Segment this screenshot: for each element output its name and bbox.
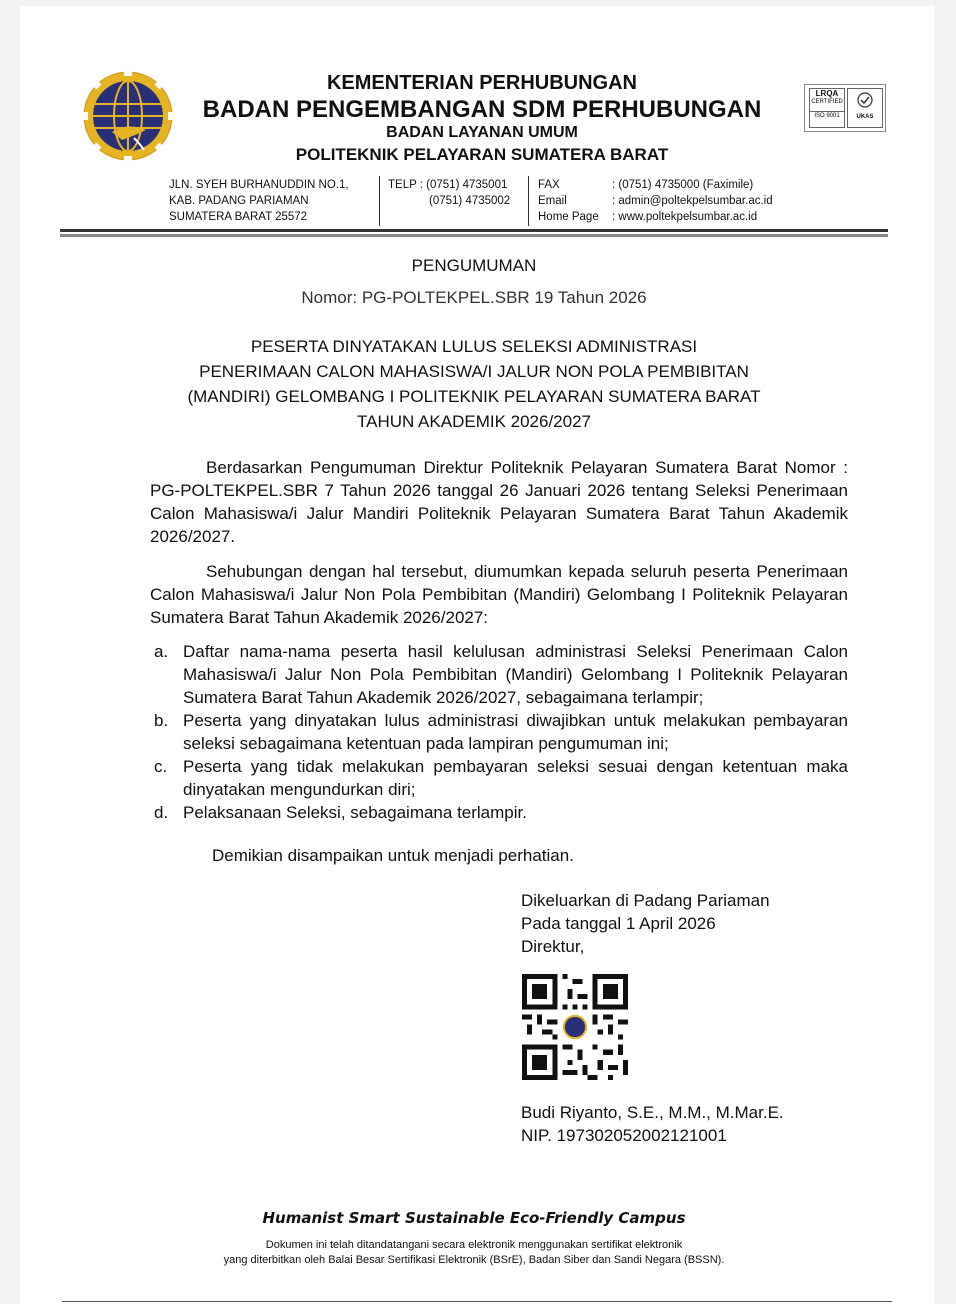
signatory [521, 1101, 784, 1147]
announcement-title: PESERTA DINYATAKAN LULUS SELEKSI ADMINISTRASI PENERIMAAN CALON MAHASISWA/I JALUR NON POLA PEMBIBITAN (MANDIRI) GELOMBANG I POLITEKNIK PELAYARAN SUMATERA BARAT TAHUN AKADEMIK 2026/2027 [187, 337, 761, 431]
esign-note: Dokumen ini telah ditandatangani secara elektronik menggunakan sertifikat elektronik yang diterbitkan oleh Balai Besar Sertifikasi Elektronik (BSrE), Badan Siber dan Sandi Negara (BSSN). [223, 1239, 725, 1266]
unit-name: BADAN LAYANAN UMUM [386, 124, 578, 141]
list-item: d. Pelaksanaan Seleksi, sebagaimana terlampir. [154, 803, 527, 822]
address-block: JLN. SYEH BURHANUDDIN NO.1, KAB. PADANG PARIAMAN SUMATERA BARAT 25572 [169, 179, 349, 223]
contact-block: FAX : (0751) 4735000 (Faximile) Email : admin@poltekpelsumbar.ac.id Home Page : www.poltekpelsumbar.ac.id [538, 179, 773, 223]
list-item: a. Daftar nama-nama peserta hasil kelulusan administrasi Seleksi Penerimaan Calon Mahasiswa/i Jalur Non Pola Pembibitan (Mandiri) Gelombang I Politeknik Pelayaran Sumatera Barat Tahun Akademik 2026/2027, sebagaimana terlampir; [154, 642, 848, 707]
header-rule-secondary [60, 234, 888, 237]
agency-name: BADAN PENGEMBANGAN SDM PERHUBUNGAN [202, 96, 762, 123]
closing-statement: Demikian disampaikan untuk menjadi perhatian. [212, 846, 574, 865]
paragraph-announcement: Sehubungan dengan hal tersebut, diumumkan kepada seluruh peserta Penerimaan Calon Mahasiswa/i Jalur Non Pola Pembibitan (Mandiri) Gelombang I Politeknik Pelayaran Sumatera Barat Tahun Akademik 2026/2027: [150, 562, 848, 627]
crown-check-icon [856, 91, 874, 109]
qr-code-signature [522, 974, 628, 1080]
school-name: POLITEKNIK PELAYARAN SUMATERA BARAT [295, 145, 669, 164]
signatory-name: Budi Riyanto, S.E., M.M., M.Mar.E. [521, 1103, 784, 1122]
paragraph-basis: Berdasarkan Pengumuman Direktur Politeknik Pelayaran Sumatera Barat Nomor : PG-POLTEKPEL.SBR 7 Tahun 2026 tanggal 26 Januari 2026 tentang Seleksi Penerimaan Calon Mahasiswa/i Jalur Mandiri Politeknik Pelayaran Sumatera Barat Tahun Akademik 2026/2027. [150, 458, 848, 546]
campus-motto: Humanist Smart Sustainable Eco-Friendly Campus [262, 1209, 686, 1227]
list-item: c. Peserta yang tidak melakukan pembayaran seleksi sesuai dengan ketentuan maka dinyatakan mengundurkan diri; [154, 757, 848, 799]
header-rule [60, 229, 888, 232]
address-divider [379, 176, 380, 226]
iso-certification-badge: LRQA CERTIFIED ISO 9001 UKAS [804, 84, 886, 132]
document-type: PENGUMUMAN [411, 256, 537, 275]
signatory-nip: NIP. 197302052002121001 [521, 1126, 727, 1145]
signature-block: Dikeluarkan di Padang Pariaman Pada tanggal 1 April 2026 Direktur, [521, 891, 770, 956]
footer-rule [62, 1301, 892, 1302]
list-item: b. Peserta yang dinyatakan lulus administrasi diwajibkan untuk melakukan pembayaran seleksi sebagaimana ketentuan pada lampiran pengumuman ini; [154, 711, 848, 753]
telephone-divider [528, 176, 529, 226]
ministry-name: KEMENTERIAN PERHUBUNGAN [326, 72, 637, 94]
telephone-block: TELP : (0751) 4735001 (0751) 4735002 [388, 179, 511, 207]
document-number: Nomor: PG-POLTEKPEL.SBR 19 Tahun 2026 [301, 288, 647, 307]
